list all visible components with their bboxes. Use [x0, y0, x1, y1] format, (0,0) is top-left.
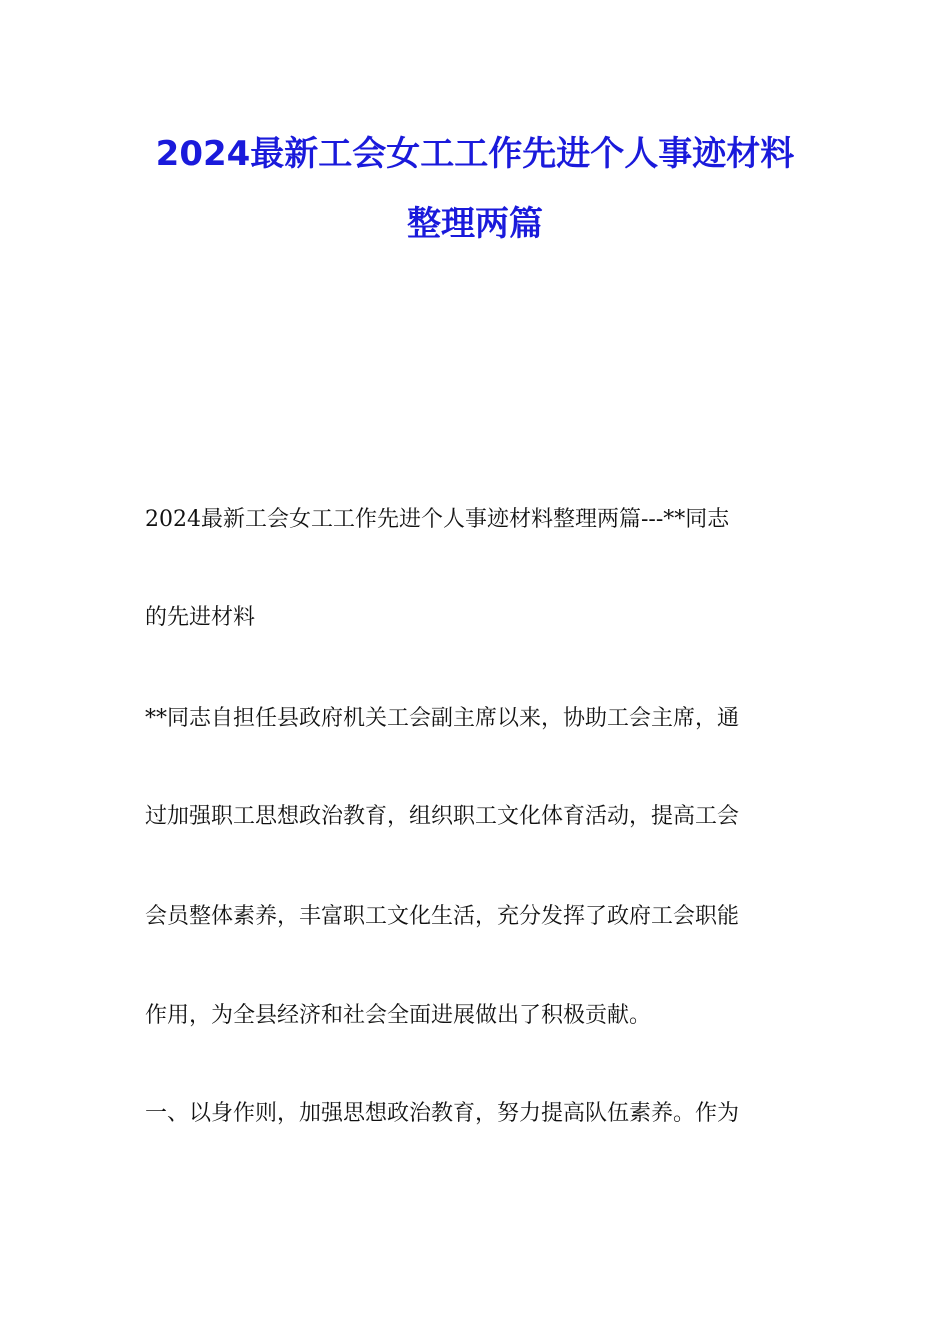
body-text-line: 会员整体素养，丰富职工文化生活，充分发挥了政府工会职能 [145, 904, 740, 929]
body-text-line: 过加强职工思想政治教育，组织职工文化体育活动，提高工会 [145, 804, 740, 829]
document-title-line-2: 整理两篇 [407, 204, 543, 244]
document-title-line-1: 2024最新工会女工工作先进个人事迹材料 [155, 134, 795, 174]
body-text-line: 作用，为全县经济和社会全面进展做出了积极贡献。 [145, 1003, 652, 1028]
body-text-line: 一、以身作则，加强思想政治教育，努力提高队伍素养。作为 [145, 1101, 740, 1126]
body-text-line: 2024最新工会女工工作先进个人事迹材料整理两篇---**同志 [145, 507, 730, 532]
body-text-line: **同志自担任县政府机关工会副主席以来，协助工会主席，通 [145, 706, 740, 731]
body-text-line: 的先进材料 [145, 605, 256, 630]
